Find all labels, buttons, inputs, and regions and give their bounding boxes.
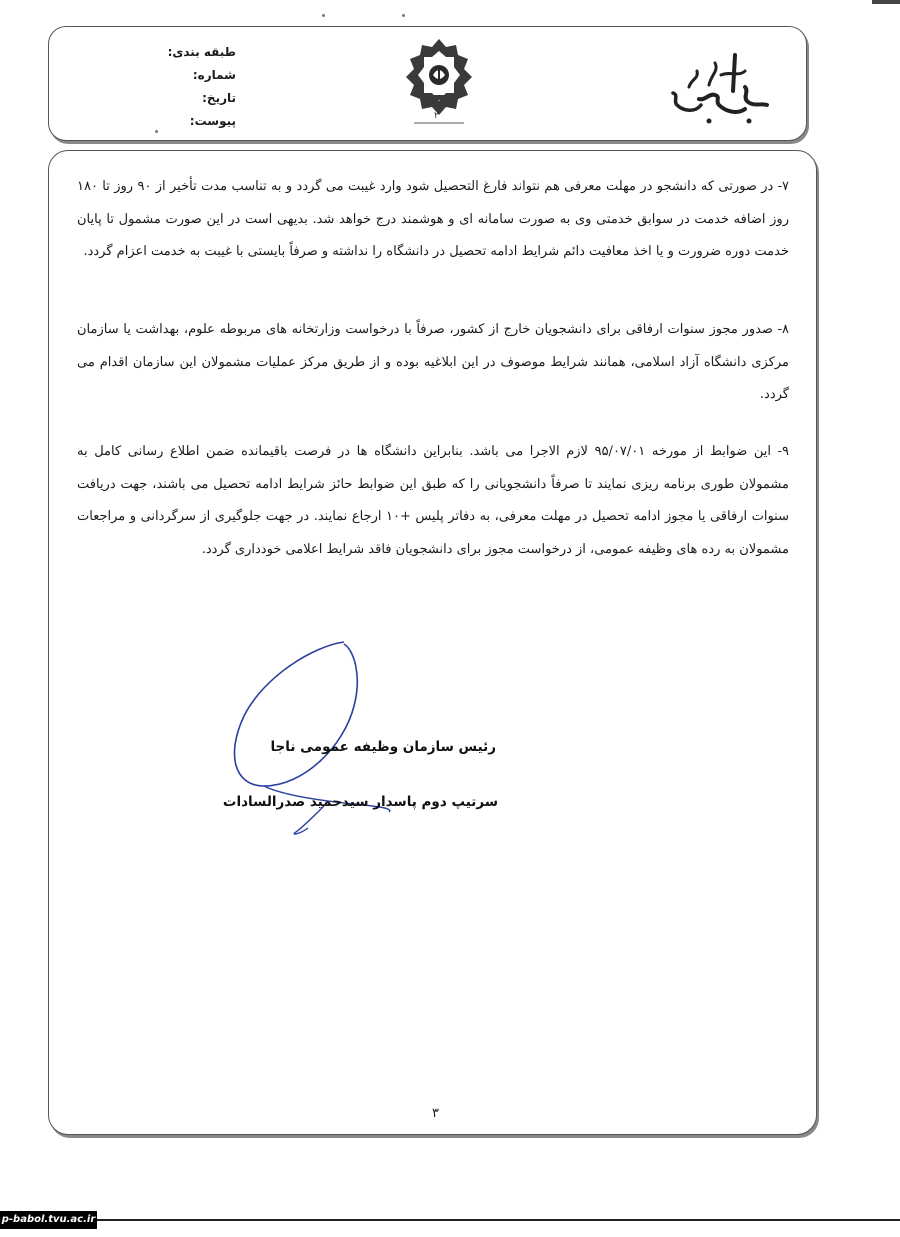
scan-speck — [402, 14, 405, 17]
date-label: تاریخ: — [202, 91, 236, 105]
paragraph-9: ۹- این ضوابط از مورخه ۹۵/۰۷/۰۱ لازم الاجرا می باشد. بنابراین دانشگاه ها در فرصت باقیمانده ضمن اطلاع رسانی کامل به مشمولان طوری برنامه ریزی نمایند تا صرفاً دانشجویانی را که طبق این ضوابط حائز شرایط ادامه تحصیل می باشند، جهت دریافت سنوات ارفاقی یا مجوز ادامه تحصیل در مهلت معرفی، به دفاتر پلیس +۱۰ ارجاع نمایند. در جهت جلوگیری از سرگردانی و مراجعات مشمولان به رده های وظیفه عمومی، از درخواست مجوز برای دانشجویان فاقد شرایط اعلامی خودداری گردد. — [77, 444, 790, 557]
corner-mark — [872, 0, 900, 4]
emblem-caption: ۲ — [434, 111, 439, 121]
scan-speck — [155, 130, 158, 133]
letterhead-box — [48, 26, 807, 141]
letter-metadata — [116, 41, 236, 133]
police-emblem-icon — [394, 35, 484, 135]
scan-speck — [322, 14, 325, 17]
footer-rule — [97, 1219, 900, 1221]
page-number: ۳ — [432, 1106, 439, 1121]
paragraph-8: ۸- صدور مجوز سنوات ارفاقی برای دانشجویان خارج از کشور، صرفاً با درخواست وزارتخانه های مربوطه علوم، بهداشت یا سازمان مرکزی دانشگاه آزاد اسلامی، همانند شرایط موصوف در این ابلاغیه بوده و از طریق مرکز عملیات مشمولان این سازمان اقدام می گردد. — [77, 322, 789, 402]
number-label: شماره: — [192, 68, 236, 82]
bismillah-calligraphy — [649, 35, 779, 135]
paragraph-7: ۷- در صورتی که دانشجو در مهلت معرفی هم نتواند فارغ التحصیل شود وارد غیبت می گردد و به تناسب مدت تأخیر از ۹۰ روز تا ۱۸۰ روز اضافه خدمت در سوابق خدمتی وی به صورت سامانه ای و هوشمند درج خواهد شد. بدیهی است در این صورت مشمول تا پایان خدمت دوره ضرورت و یا اخذ معافیت دائم شرایط ادامه تحصیل در دانشگاه را نداشته و صرفاً بایستی با غیبت به خدمت اعزام گردد. — [77, 179, 790, 259]
classification-label: طبقه بندی: — [167, 45, 236, 59]
signatory-name: سرتیپ دوم پاسدار سیدحمید صدرالسادات — [222, 794, 498, 810]
letter-body-box — [48, 150, 817, 1135]
site-url-tag[interactable]: p-babol.tvu.ac.ir — [0, 1211, 97, 1229]
attachment-label: پیوست: — [189, 114, 236, 128]
signatory-title: رئیس سازمان وظیفه عمومی ناجا — [270, 739, 496, 755]
